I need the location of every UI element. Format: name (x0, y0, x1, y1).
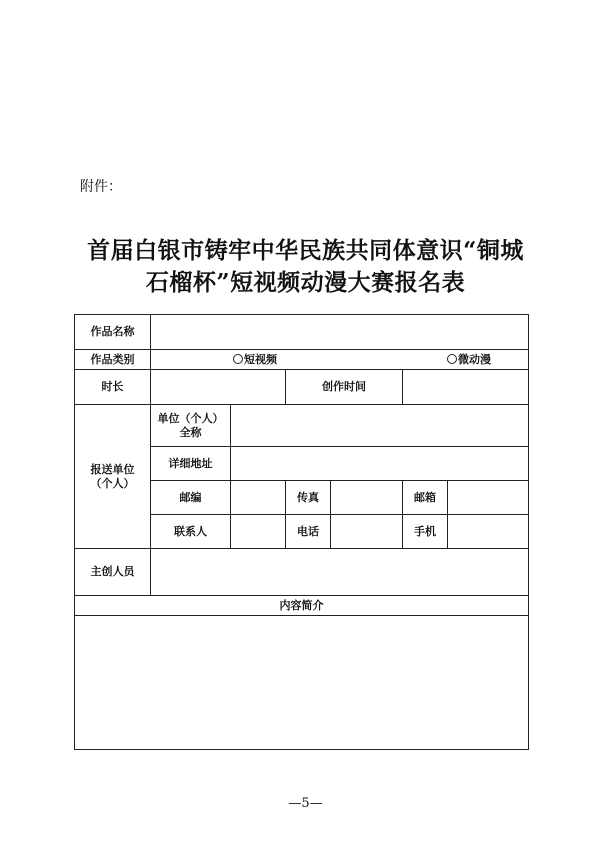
duration-label: 时长 (75, 370, 151, 405)
row-work-name (75, 315, 529, 350)
duration-field[interactable] (151, 370, 286, 405)
micro-animation-option-label: 微动漫 (458, 353, 491, 366)
main-creators-label: 主创人员 (75, 549, 151, 596)
row-content-intro-header (75, 596, 529, 616)
radio-circle-icon (233, 354, 243, 364)
mobile-field[interactable] (448, 515, 529, 549)
detailed-address-label: 详细地址 (151, 447, 231, 481)
short-video-option[interactable] (233, 353, 277, 367)
postcode-field[interactable] (231, 481, 286, 515)
short-video-option-label: 短视频 (244, 353, 277, 366)
creation-time-label: 创作时间 (286, 370, 403, 405)
attachment-label: 附件： (80, 179, 122, 195)
work-name-field[interactable] (151, 315, 529, 350)
row-content-intro (75, 616, 529, 750)
phone-field[interactable] (331, 515, 403, 549)
unit-full-name-label-line1: 单位（个人） (157, 411, 224, 425)
creation-time-field[interactable] (403, 370, 529, 405)
row-unit-name (75, 405, 529, 447)
submitting-unit-label (75, 405, 151, 549)
micro-animation-option[interactable] (447, 353, 491, 367)
submitting-unit-label-line1: 报送单位 (90, 462, 135, 476)
mobile-label: 手机 (403, 515, 448, 549)
unit-full-name-field[interactable] (231, 405, 529, 447)
registration-form-table (74, 314, 529, 750)
row-duration (75, 370, 529, 405)
form-title-line-1: 首届白银市铸牢中华民族共同体意识“铜城 (87, 237, 524, 264)
work-name-label: 作品名称 (75, 315, 151, 350)
contact-person-label: 联系人 (151, 515, 231, 549)
detailed-address-field[interactable] (231, 447, 529, 481)
fax-field[interactable] (331, 481, 403, 515)
form-title-line-2: 石榴杯”短视频动漫大赛报名表 (145, 269, 466, 296)
submitting-unit-label-line2: （个人） (90, 476, 135, 490)
content-intro-label: 内容简介 (75, 596, 529, 616)
phone-label: 电话 (286, 515, 331, 549)
email-label: 邮箱 (403, 481, 448, 515)
fax-label: 传真 (286, 481, 331, 515)
unit-full-name-label-line2: 全称 (179, 425, 202, 439)
page-number: —5— (288, 796, 323, 811)
row-work-category (75, 350, 529, 370)
main-creators-field[interactable] (151, 549, 529, 596)
work-category-options (151, 350, 529, 370)
email-field[interactable] (448, 481, 529, 515)
row-main-creators (75, 549, 529, 596)
content-intro-field[interactable] (75, 616, 529, 750)
postcode-label: 邮编 (151, 481, 231, 515)
unit-full-name-label (151, 405, 231, 447)
radio-circle-icon (447, 354, 457, 364)
work-category-label: 作品类别 (75, 350, 151, 370)
contact-person-field[interactable] (231, 515, 286, 549)
